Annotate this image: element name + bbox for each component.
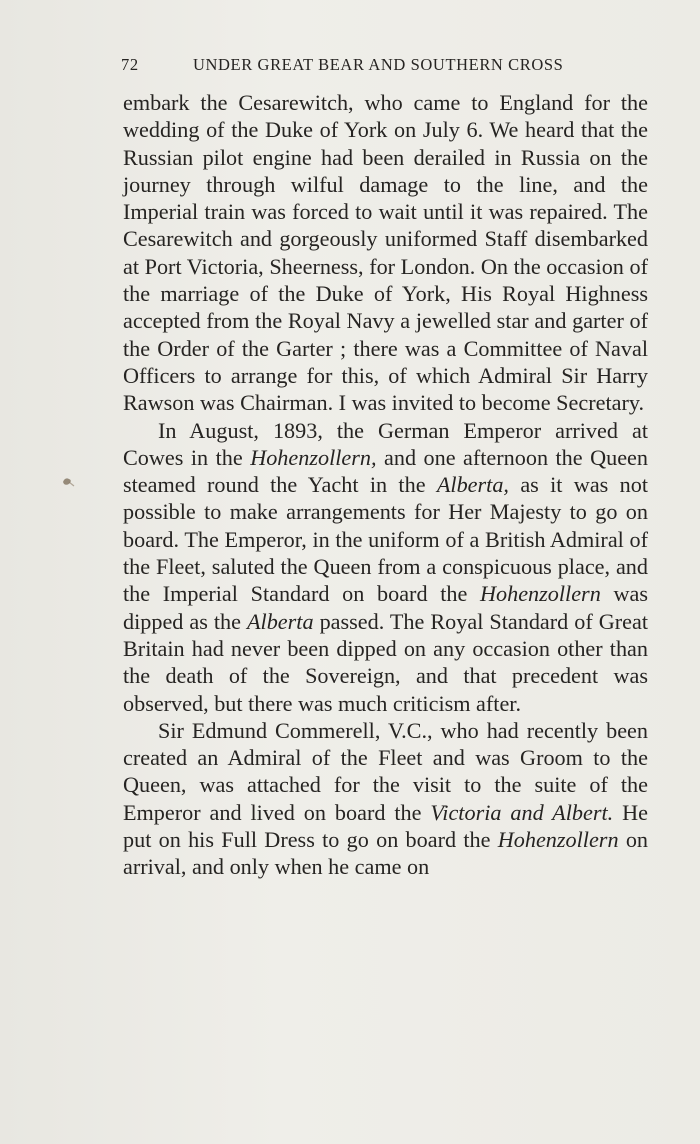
italic-text-run: Alberta, xyxy=(436,472,509,498)
text-run: He put on his Full Dress to go on board the xyxy=(123,799,648,853)
body-text xyxy=(123,89,648,881)
text-run: on arrival, and only when he came on xyxy=(123,827,649,880)
italic-text-run: Hohenzollern, xyxy=(250,444,377,470)
paragraph-3 xyxy=(123,717,648,881)
text-run: Sir Edmund Commerell, V.C., who had recently been created an Admiral of the Fleet and was Groom to the Queen, was attached for the visit to the suite of the Emperor and lived on board the xyxy=(123,717,648,825)
page-number: 72 xyxy=(121,55,139,74)
text-run: was dipped as the xyxy=(123,581,648,634)
paragraph-1 xyxy=(123,89,648,417)
page-header xyxy=(121,55,651,79)
text-run: passed. The Royal Standard of Great Britain had never been dipped on any occasion other than the death of the Sovereign, and that precedent was observed, but there was much criticism after. xyxy=(123,608,648,716)
paragraph-2 xyxy=(123,417,648,717)
text-run: and one afternoon the Queen steamed round the Yacht in the xyxy=(123,444,648,498)
running-title: UNDER GREAT BEAR AND SOUTHERN CROSS xyxy=(193,55,564,74)
text-run: In August, 1893, the German Emperor arrived at Cowes in the xyxy=(123,417,648,470)
italic-text-run: Victoria and Albert. xyxy=(430,799,614,825)
text-run: as it was not possible to make arrangements for Her Majesty to go on board. The Emperor, in the uniform of a British Admiral of the Fleet, saluted the Queen from a conspicuous place, and the Imperial Standard on board the xyxy=(123,472,648,607)
italic-text-run: Alberta xyxy=(247,608,314,634)
italic-text-run: Hohenzollern xyxy=(480,581,601,607)
italic-text-run: Hohenzollern xyxy=(497,827,619,853)
pencil-mark-icon xyxy=(60,473,76,489)
margin-mark-svg xyxy=(60,473,76,489)
text-run: embark the Cesarewitch, who came to England for the wedding of the Duke of York on July 6. We heard that the Russian pilot engine had been derailed in Russia on the journey through wilful damage to the line, and the Imperial train was forced to wait until it was repaired. The Cesarewitch and gorgeously uniformed Staff disembarked at Port Victoria, Sheerness, for London. On the occasion of the marriage of the Duke of York, His Royal Highness accepted from the Royal Navy a jewelled star and garter of the Order of the Garter ; there was a Committee of Naval Officers to arrange for this, of which Admiral Sir Harry Rawson was Chairman. I was invited to become Secretary. xyxy=(123,90,648,416)
